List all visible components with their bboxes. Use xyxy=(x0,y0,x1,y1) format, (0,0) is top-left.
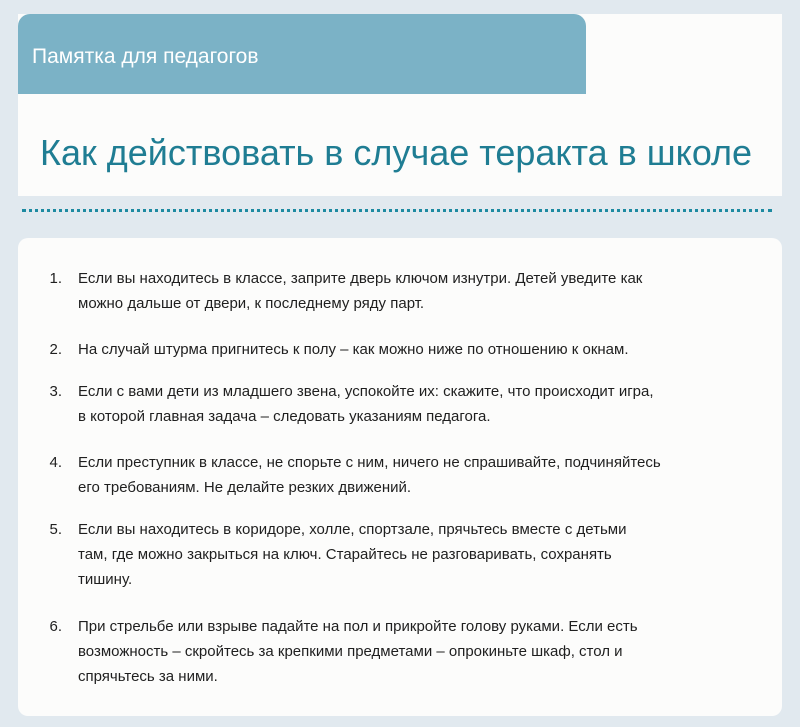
item-number: 3. xyxy=(49,383,62,400)
item-text: Если вы находитесь в классе, заприте дверь ключом изнутри. Детей уведите как можно дальше от двери, к последнему ряду парт. xyxy=(78,270,643,312)
item-number: 6. xyxy=(49,618,62,635)
instructions-card xyxy=(18,238,782,716)
item-number: 5. xyxy=(49,521,62,538)
item-number: 1. xyxy=(49,270,62,287)
page-title: Как действовать в случае теракта в школе xyxy=(40,132,753,173)
item-text: Если с вами дети из младшего звена, успокойте их: скажите, что происходит игра, в которой главная задача – следовать указаниям педагога. xyxy=(78,383,654,425)
item-text: Если вы находитесь в коридоре, холле, спортзале, прячьтесь вместе с детьми там, где можно закрыться на ключ. Старайтесь не разговаривать, сохранять тишину. xyxy=(78,521,627,588)
dotted-divider xyxy=(22,209,772,212)
item-text: На случай штурма пригнитесь к полу – как можно ниже по отношению к окнам. xyxy=(78,341,629,358)
document-label: Памятка для педагогов xyxy=(32,45,259,68)
item-text: При стрельбе или взрыве падайте на пол и прикройте голову руками. Если есть возможность – скройтесь за крепкими предметами – опрокиньте шкаф, стол и спрячьтесь за ними. xyxy=(78,618,638,685)
item-number: 4. xyxy=(49,454,62,471)
item-number: 2. xyxy=(49,341,62,358)
item-text: Если преступник в классе, не спорьте с ним, ничего не спрашивайте, подчиняйтесь его требованиям. Не делайте резких движений. xyxy=(78,454,661,496)
